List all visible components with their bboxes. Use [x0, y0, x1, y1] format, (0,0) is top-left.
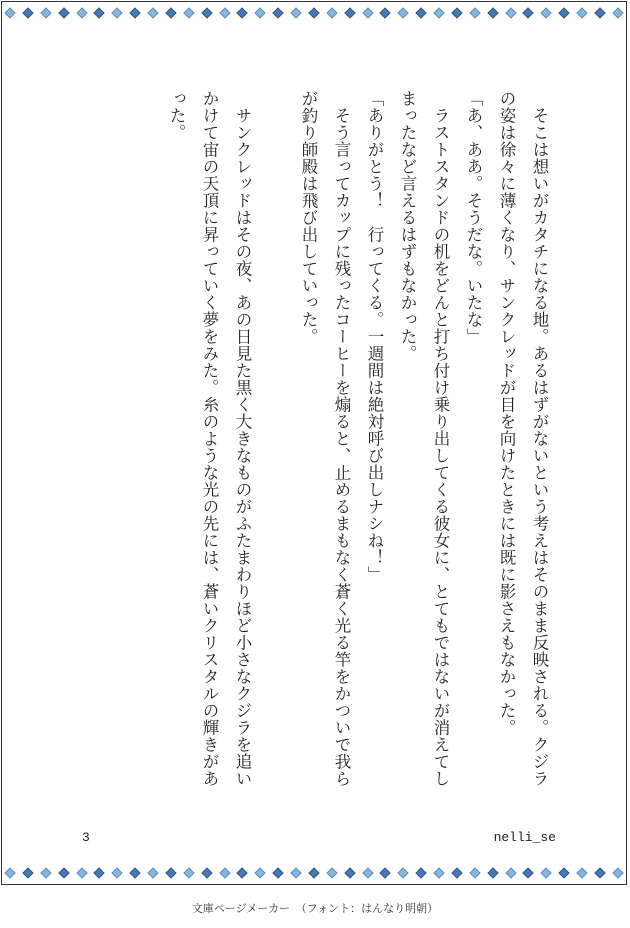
diamond-ornament	[469, 867, 480, 878]
paragraph: 「ありがとう！ 行ってくる。一週間は絶対呼び出しナシね！」	[365, 90, 384, 583]
diamond-ornament	[576, 7, 587, 18]
diamond-ornament	[541, 867, 552, 878]
diamond-ornament	[558, 867, 569, 878]
diamond-ornament	[165, 7, 176, 18]
diamond-ornament	[129, 7, 140, 18]
diamond-ornament	[219, 7, 230, 18]
diamond-ornament	[505, 867, 516, 878]
diamond-ornament	[433, 7, 444, 18]
diamond-ornament	[272, 7, 283, 18]
vertical-body-text	[160, 90, 556, 790]
diamond-ornament	[398, 7, 409, 18]
footer-caption: 文庫ページメーカー （フォント：はんなり明朝）	[191, 902, 439, 915]
diamond-ornament	[308, 7, 319, 18]
diamond-ornament	[255, 7, 266, 18]
diamond-ornament	[237, 867, 248, 878]
paragraph: そこは想いがカタチになる地。あるはずがないという考えはそのまま反映される。クジラの姿は徐々に薄くなり、サンクレッドが目を向けたときには既に影さえもなかった。	[497, 90, 549, 787]
diamond-ornament	[40, 867, 51, 878]
diamond-ornament	[219, 867, 230, 878]
diamond-ornament	[76, 867, 87, 878]
diamond-ornament	[58, 867, 69, 878]
diamond-ornament	[237, 7, 248, 18]
diamond-ornament	[541, 7, 552, 18]
diamond-ornament	[487, 7, 498, 18]
diamond-ornament	[94, 7, 105, 18]
diamond-ornament	[398, 867, 409, 878]
diamond-ornament	[290, 867, 301, 878]
page-number: 3	[82, 830, 90, 845]
diamond-ornament	[344, 7, 355, 18]
diamond-ornament	[183, 7, 194, 18]
diamond-ornament	[129, 867, 140, 878]
paragraph: ラストスタンドの机をどんと打ち付け乗り出してくる彼女に、とてもではないが消えてしまったなど言えるはずもなかった。	[398, 90, 450, 787]
diamond-ornament	[612, 7, 623, 18]
diamond-ornament	[344, 867, 355, 878]
book-page	[1, 1, 627, 885]
diamond-ornament	[165, 867, 176, 878]
diamond-ornament	[362, 7, 373, 18]
diamond-ornament	[147, 7, 158, 18]
diamond-ornament	[487, 867, 498, 878]
diamond-ornament	[76, 7, 87, 18]
diamond-ornament	[94, 867, 105, 878]
diamond-ornament	[201, 867, 212, 878]
top-diamond-border	[6, 6, 622, 20]
diamond-ornament	[594, 867, 605, 878]
diamond-ornament	[433, 867, 444, 878]
diamond-ornament	[415, 867, 426, 878]
diamond-ornament	[523, 7, 534, 18]
diamond-ornament	[380, 867, 391, 878]
diamond-ornament	[576, 867, 587, 878]
paragraph: 「あ、ああ。そうだな。いたな」	[464, 90, 483, 345]
diamond-ornament	[380, 7, 391, 18]
diamond-ornament	[40, 7, 51, 18]
diamond-ornament	[4, 7, 15, 18]
diamond-ornament	[272, 867, 283, 878]
diamond-ornament	[558, 7, 569, 18]
paragraph: そう言ってカップに残ったコーヒーを煽ると、止めるまもなく蒼く光る竿をかついで我らが釣り師殿は飛び出していった。	[299, 90, 351, 787]
diamond-ornament	[505, 7, 516, 18]
diamond-ornament	[362, 867, 373, 878]
diamond-ornament	[308, 867, 319, 878]
diamond-ornament	[58, 7, 69, 18]
diamond-ornament	[112, 7, 123, 18]
bottom-diamond-border	[6, 866, 622, 880]
diamond-ornament	[451, 867, 462, 878]
diamond-ornament	[415, 7, 426, 18]
diamond-ornament	[112, 867, 123, 878]
diamond-ornament	[22, 867, 33, 878]
diamond-ornament	[469, 7, 480, 18]
diamond-ornament	[22, 7, 33, 18]
diamond-ornament	[523, 867, 534, 878]
diamond-ornament	[594, 7, 605, 18]
diamond-ornament	[451, 7, 462, 18]
diamond-ornament	[4, 867, 15, 878]
diamond-ornament	[183, 867, 194, 878]
diamond-ornament	[255, 867, 266, 878]
author-name: nelli_se	[493, 830, 556, 845]
diamond-ornament	[290, 7, 301, 18]
paragraph: サンクレッドはその夜、あの日見た黒く大きなものがふたまわりほど小さなクジラを追いかけて宙の天頂に昇っていく夢をみた。糸のような光の先には、蒼いクリスタルの輝きがあった。	[167, 90, 252, 787]
diamond-ornament	[612, 867, 623, 878]
diamond-ornament	[147, 867, 158, 878]
blank-line	[259, 90, 292, 790]
diamond-ornament	[201, 7, 212, 18]
diamond-ornament	[326, 7, 337, 18]
diamond-ornament	[326, 867, 337, 878]
